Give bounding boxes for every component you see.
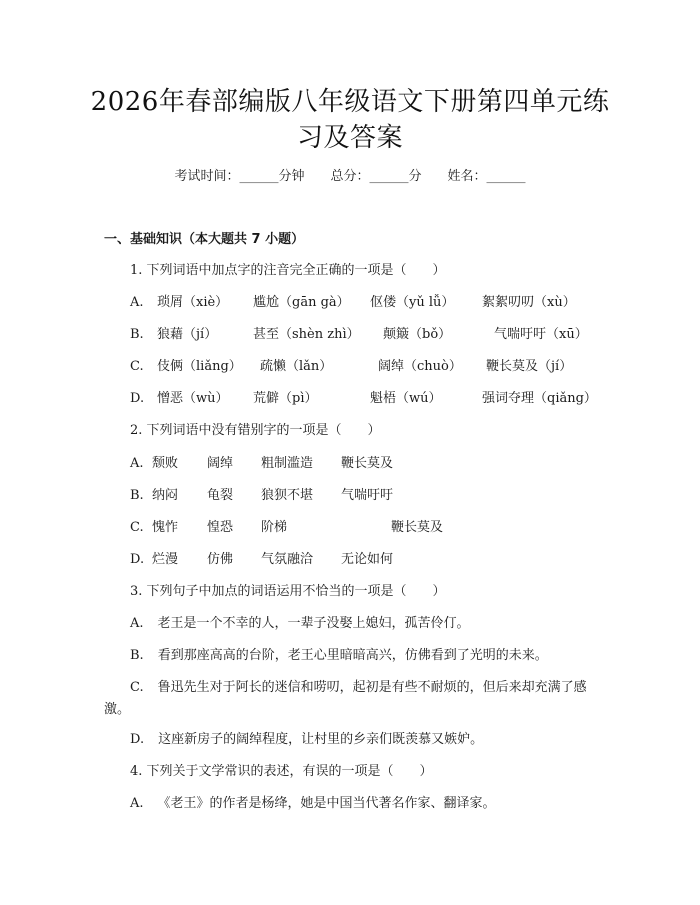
option-label: D. bbox=[130, 732, 145, 747]
option-item: 龟裂 bbox=[207, 488, 234, 503]
option-item: 烂漫 bbox=[152, 552, 179, 567]
option-item: 琐屑（xiè） bbox=[157, 295, 229, 310]
question-1-option-d bbox=[130, 390, 600, 408]
section-heading: 一、基础知识（本大题共 7 小题） bbox=[104, 232, 305, 247]
question-3-stem: 3. 下列句子中加点的词语运用不恰当的一项是（ ） bbox=[130, 584, 446, 599]
option-label: D. bbox=[130, 552, 145, 567]
question-2-option-d bbox=[130, 551, 450, 569]
option-text: 《老王》的作者是杨绛，她是中国当代著名作家、翻译家。 bbox=[157, 796, 496, 811]
exam-name: 姓名：______ bbox=[447, 169, 526, 184]
question-1-option-c bbox=[130, 358, 590, 376]
document-title-line-1: 2026年春部编版八年级语文下册第四单元练 bbox=[90, 87, 610, 117]
option-item: 疏懒（lǎn） bbox=[260, 359, 333, 374]
option-item: 气氛融洽 bbox=[261, 552, 314, 567]
question-3-option-a bbox=[130, 615, 470, 633]
option-item: 无论如何 bbox=[341, 552, 394, 567]
question-1-option-b bbox=[130, 326, 590, 344]
exam-time: 考试时间：______分钟 bbox=[174, 169, 305, 184]
option-text: 这座新房子的阔绰程度，让村里的乡亲们既羡慕又嫉妒。 bbox=[158, 732, 484, 747]
option-item: 阶梯 bbox=[261, 520, 288, 535]
question-1-stem: 1. 下列词语中加点字的注音完全正确的一项是（ ） bbox=[130, 263, 446, 278]
question-3-option-d bbox=[130, 731, 483, 749]
option-item: 纳闷 bbox=[152, 488, 179, 503]
question-1-option-a bbox=[130, 294, 590, 312]
option-item: 鞭长莫及（jí） bbox=[486, 359, 573, 374]
option-label: A. bbox=[130, 456, 144, 471]
question-2-option-b bbox=[130, 487, 450, 505]
question-2-stem: 2. 下列词语中没有错别字的一项是（ ） bbox=[130, 423, 381, 438]
option-item: 惶恐 bbox=[207, 520, 234, 535]
option-item: 仿佛 bbox=[207, 552, 234, 567]
option-item: 颠簸（bǒ） bbox=[383, 327, 452, 342]
option-label: A. bbox=[130, 616, 144, 631]
exam-meta bbox=[0, 167, 700, 187]
option-label: B. bbox=[130, 327, 144, 342]
option-item: 粗制滥造 bbox=[261, 456, 314, 471]
option-item: 狼藉（jí） bbox=[157, 327, 218, 342]
option-label: D. bbox=[130, 391, 145, 406]
question-4-stem: 4. 下列关于文学常识的表述，有误的一项是（ ） bbox=[130, 764, 433, 779]
option-item: 气喘吁吁（xū） bbox=[494, 327, 588, 342]
option-label: B. bbox=[130, 648, 144, 663]
option-item: 气喘吁吁 bbox=[341, 488, 394, 503]
question-3-option-b bbox=[130, 647, 548, 665]
question-2-option-a bbox=[130, 455, 450, 473]
option-label: C. bbox=[130, 680, 144, 695]
option-text: 鲁迅先生对于阿长的迷信和唠叨，起初是有些不耐烦的，但后来却充满了感激。 bbox=[104, 680, 587, 717]
option-item: 愧怍 bbox=[152, 520, 179, 535]
option-item: 强词夺理（qiǎng） bbox=[482, 391, 597, 406]
option-item: 尴尬（gān gà） bbox=[253, 295, 350, 310]
option-item: 伛偻（yǔ lǚ） bbox=[370, 295, 455, 310]
option-item: 阔绰（chuò） bbox=[378, 359, 462, 374]
option-item: 鞭长莫及 bbox=[341, 456, 394, 471]
question-3-option-c bbox=[104, 677, 601, 721]
option-item: 魁梧（wú） bbox=[370, 391, 442, 406]
question-4-option-a bbox=[130, 795, 496, 813]
option-item: 阔绰 bbox=[207, 456, 234, 471]
question-2-option-c bbox=[130, 519, 450, 537]
option-label: C. bbox=[130, 520, 144, 535]
option-label: B. bbox=[130, 488, 144, 503]
option-item: 鞭长莫及 bbox=[391, 520, 444, 535]
option-label: C. bbox=[130, 359, 144, 374]
document-title-line-2: 习及答案 bbox=[296, 123, 403, 153]
option-item: 荒僻（pì） bbox=[253, 391, 318, 406]
option-item: 伎俩（liǎng） bbox=[157, 359, 242, 374]
option-text: 老王是一个不幸的人，一辈子没娶上媳妇，孤苦伶仃。 bbox=[157, 616, 470, 631]
exam-total-score: 总分：______分 bbox=[330, 169, 422, 184]
option-item: 憎恶（wù） bbox=[157, 391, 229, 406]
option-text: 看到那座高高的台阶，老王心里暗暗高兴，仿佛看到了光明的未来。 bbox=[157, 648, 548, 663]
option-item: 狼狈不堪 bbox=[261, 488, 314, 503]
option-item: 絮絮叨叨（xù） bbox=[482, 295, 576, 310]
option-label: A. bbox=[130, 295, 144, 310]
option-item: 甚至（shèn zhì） bbox=[253, 327, 360, 342]
option-label: A. bbox=[130, 796, 144, 811]
option-item: 颓败 bbox=[152, 456, 179, 471]
